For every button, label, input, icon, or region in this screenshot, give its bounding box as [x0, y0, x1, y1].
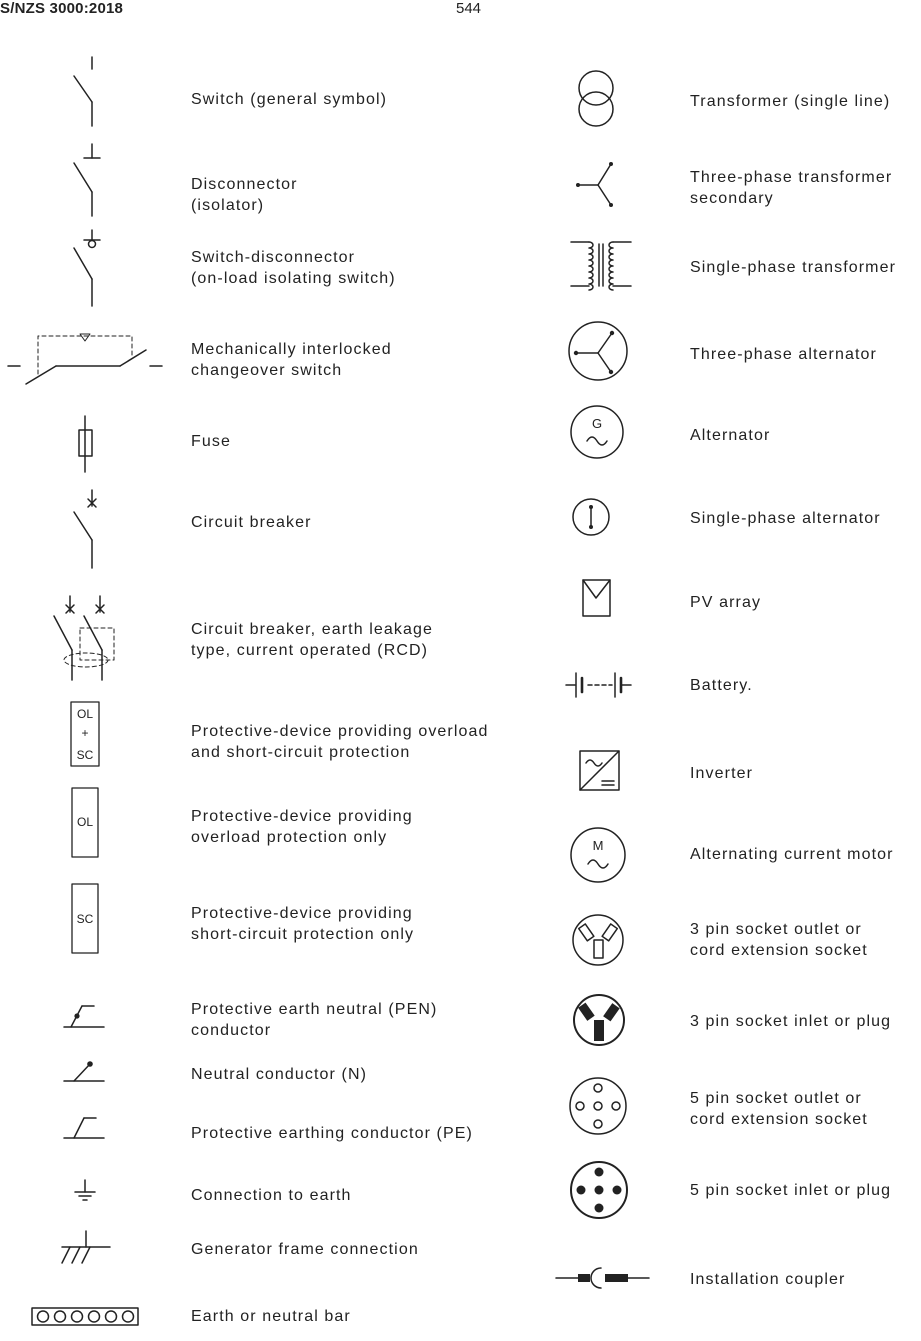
label-earth-bar: Earth or neutral bar	[191, 1308, 351, 1325]
label-sc-device: Protective-device providing short-circuit protection only	[191, 905, 415, 943]
label-circuit-breaker: Circuit breaker	[191, 514, 312, 531]
label-three-pin-outlet: 3 pin socket outlet or cord extension socket	[690, 921, 868, 959]
earth-bar-icon	[32, 1308, 138, 1325]
transformer-icon	[579, 71, 613, 126]
single-phase-transformer-icon	[571, 242, 631, 290]
label-three-phase-alternator: Three-phase alternator	[690, 346, 877, 363]
three-pin-outlet-icon	[573, 915, 623, 965]
three-phase-secondary-icon	[576, 162, 613, 207]
label-three-phase-secondary: Three-phase transformer secondary	[690, 169, 893, 207]
pen-conductor-icon	[64, 1006, 104, 1027]
circuit-breaker-icon	[74, 490, 96, 568]
alternator-icon	[571, 406, 623, 458]
pe-conductor-icon	[64, 1118, 104, 1138]
label-fuse: Fuse	[191, 433, 231, 450]
label-five-pin-outlet: 5 pin socket outlet or cord extension socket	[690, 1090, 868, 1128]
five-pin-plug-icon	[571, 1162, 627, 1218]
installation-coupler-icon	[556, 1268, 649, 1288]
label-inverter: Inverter	[690, 765, 754, 782]
rcd-icon	[54, 596, 114, 680]
label-frame-connection: Generator frame connection	[191, 1241, 419, 1258]
label-ac-motor: Alternating current motor	[690, 846, 894, 863]
label-pv-array: PV array	[690, 594, 762, 611]
neutral-conductor-icon	[64, 1061, 104, 1081]
label-single-phase-transformer: Single-phase transformer	[690, 259, 897, 276]
label-ol-sc-device: Protective-device providing overload and short-circuit protection	[191, 723, 489, 761]
label-pe-conductor: Protective earthing conductor (PE)	[191, 1125, 473, 1142]
label-earth-connection: Connection to earth	[191, 1187, 352, 1204]
switch-disconnector-icon	[74, 230, 100, 306]
changeover-switch-icon	[8, 334, 162, 384]
alternator-g-text: G	[591, 416, 603, 431]
switch-icon	[74, 57, 92, 126]
battery-icon	[566, 673, 631, 697]
ol-text: OL	[76, 815, 94, 829]
motor-m-text: M	[592, 838, 604, 853]
label-switch-disconnector: Switch-disconnector (on-load isolating switch)	[191, 249, 396, 287]
ac-motor-icon	[571, 828, 625, 882]
label-five-pin-plug: 5 pin socket inlet or plug	[690, 1182, 892, 1199]
label-transformer: Transformer (single line)	[690, 93, 891, 110]
five-pin-outlet-icon	[570, 1078, 626, 1134]
fuse-icon	[79, 416, 92, 472]
label-three-pin-plug: 3 pin socket inlet or plug	[690, 1013, 892, 1030]
three-phase-alternator-icon	[569, 322, 627, 380]
label-alternator: Alternator	[690, 427, 771, 444]
standard-number: S/NZS 3000:2018	[0, 0, 124, 17]
disconnector-icon	[74, 144, 100, 216]
ol-sc-text-ol: OL	[76, 707, 94, 721]
three-pin-plug-icon	[574, 995, 624, 1045]
label-pen-conductor: Protective earth neutral (PEN) conductor	[191, 1001, 438, 1039]
label-rcd: Circuit breaker, earth leakage type, current operated (RCD)	[191, 621, 433, 659]
ol-sc-text-plus: +	[81, 726, 89, 740]
ol-sc-text-sc: SC	[76, 748, 94, 762]
pv-array-icon	[583, 580, 610, 616]
page-number: 544	[456, 0, 482, 17]
single-phase-alternator-icon	[573, 499, 609, 535]
label-changeover-switch: Mechanically interlocked changeover switch	[191, 341, 392, 379]
label-switch: Switch (general symbol)	[191, 91, 388, 108]
frame-connection-icon	[62, 1231, 110, 1263]
label-neutral-conductor: Neutral conductor (N)	[191, 1066, 368, 1083]
label-disconnector: Disconnector (isolator)	[191, 176, 298, 214]
label-battery: Battery.	[690, 677, 753, 694]
label-ol-device: Protective-device providing overload protection only	[191, 808, 413, 846]
inverter-icon	[580, 751, 619, 790]
sc-text: SC	[76, 912, 94, 926]
label-single-phase-alternator: Single-phase alternator	[690, 510, 881, 527]
label-installation-coupler: Installation coupler	[690, 1271, 846, 1288]
earth-connection-icon	[75, 1180, 95, 1200]
